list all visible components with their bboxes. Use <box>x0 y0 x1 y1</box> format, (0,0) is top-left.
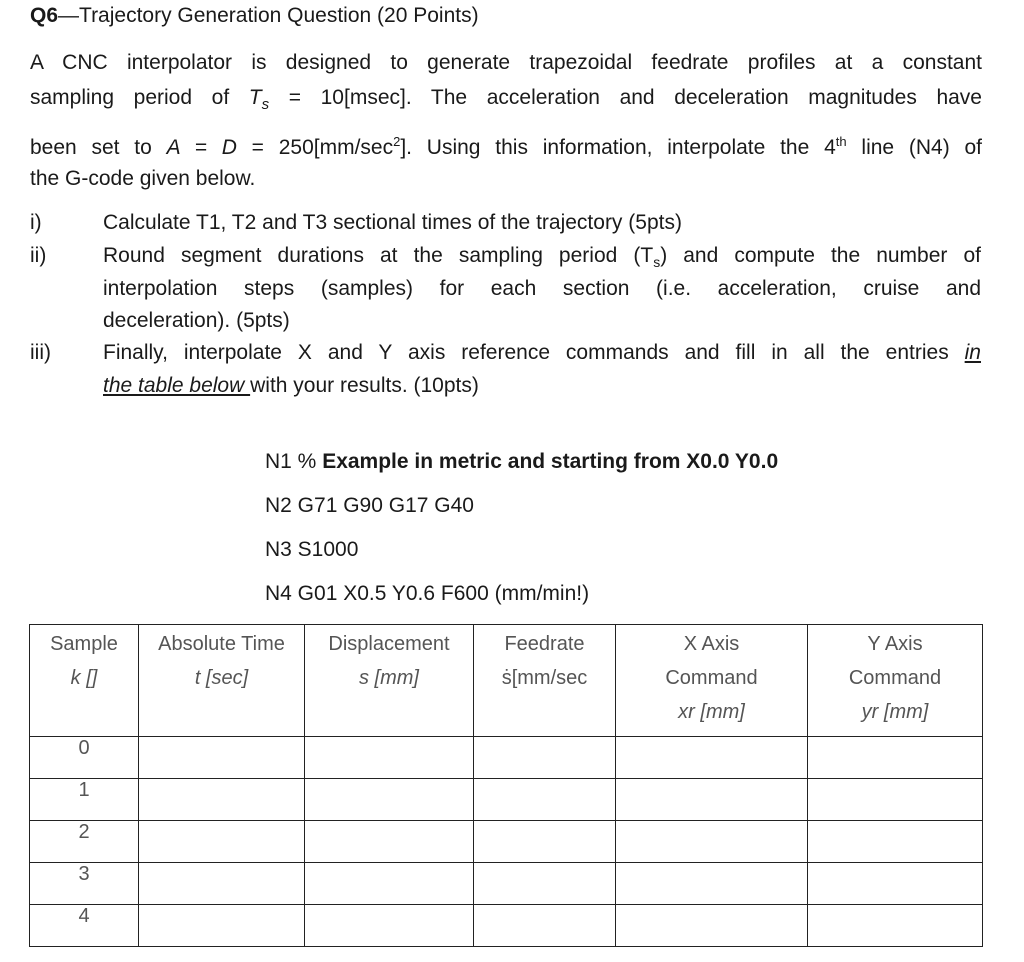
answer-cell[interactable] <box>139 905 305 947</box>
answer-cell[interactable] <box>305 779 474 821</box>
table-row <box>30 779 983 821</box>
table-row <box>30 821 983 863</box>
gcode-line-n3: N3 S1000 <box>265 538 359 561</box>
answer-table <box>29 624 983 947</box>
answer-cell[interactable] <box>808 863 983 905</box>
answer-cell[interactable] <box>474 779 616 821</box>
sample-cell: 0 <box>30 737 139 779</box>
intro-line-4: the G-code given below. <box>30 167 256 190</box>
question-title <box>30 4 479 28</box>
answer-cell[interactable] <box>474 821 616 863</box>
table-row <box>30 905 983 947</box>
answer-cell[interactable] <box>305 821 474 863</box>
task-i-text: Calculate T1, T2 and T3 sectional times of the trajectory (5pts) <box>103 211 682 234</box>
table-link-rest: the table below <box>103 374 251 397</box>
task-numeral-i: i) <box>30 211 42 234</box>
question-number: Q6 <box>30 4 59 27</box>
header-y-axis-command: Y Axis Command yr [mm] <box>808 625 983 737</box>
header-sample: Sample k [] <box>30 625 139 737</box>
gcode-line-n2: N2 G71 G90 G17 G40 <box>265 494 474 517</box>
task-ii-line-3: deceleration). (5pts) <box>103 309 290 332</box>
task-ii-line-2: interpolation steps (samples) for each section (i.e. acceleration, cruise and <box>103 277 981 300</box>
task-iii-line-1: Finally, interpolate X and Y axis reference commands and fill in all the entries in <box>103 341 981 364</box>
answer-cell[interactable] <box>139 737 305 779</box>
answer-cell[interactable] <box>139 779 305 821</box>
intro-line-2: sampling period of $T_s = 10[msec]$. The acceleration and deceleration magnitudes have <box>30 86 982 114</box>
answer-cell[interactable] <box>616 737 808 779</box>
answer-cell[interactable] <box>616 863 808 905</box>
question-dash: — <box>58 4 80 27</box>
question-title-text: Trajectory Generation Question (20 Points) <box>79 4 479 27</box>
answer-cell[interactable] <box>808 905 983 947</box>
sample-cell: 2 <box>30 821 139 863</box>
answer-cell[interactable] <box>139 863 305 905</box>
table-link-in: in <box>964 341 981 364</box>
answer-cell[interactable] <box>808 821 983 863</box>
table-row <box>30 737 983 779</box>
answer-cell[interactable] <box>305 737 474 779</box>
header-displacement: Displacement s [mm] <box>305 625 474 737</box>
ts-symbol: T <box>248 86 262 109</box>
answer-cell[interactable] <box>616 905 808 947</box>
intro-line-1: A CNC interpolator is designed to generate trapezoidal feedrate profiles at a constant <box>30 51 982 74</box>
table-header-row <box>30 625 983 737</box>
sample-cell: 1 <box>30 779 139 821</box>
task-iii-line-2: the table below with your results. (10pts) <box>103 374 479 397</box>
sample-cell: 4 <box>30 905 139 947</box>
header-absolute-time: Absolute Time t [sec] <box>139 625 305 737</box>
answer-cell[interactable] <box>616 821 808 863</box>
gcode-line-n1: N1 % Example in metric and starting from X0.0 Y0.0 <box>265 450 779 473</box>
answer-cell[interactable] <box>616 779 808 821</box>
answer-cell[interactable] <box>808 779 983 821</box>
answer-cell[interactable] <box>305 905 474 947</box>
answer-cell[interactable] <box>808 737 983 779</box>
gcode-line-n4: N4 G01 X0.5 Y0.6 F600 (mm/min!) <box>265 582 590 605</box>
header-feedrate: Feedrate ṡ[mm/sec <box>474 625 616 737</box>
answer-cell[interactable] <box>305 863 474 905</box>
answer-cell[interactable] <box>474 737 616 779</box>
answer-cell[interactable] <box>139 821 305 863</box>
answer-cell[interactable] <box>474 905 616 947</box>
table-row <box>30 863 983 905</box>
answer-cell[interactable] <box>474 863 616 905</box>
task-numeral-ii: ii) <box>30 244 47 267</box>
intro-line-3: been set to $A = D = 250[mm/\sec^2]$. Using this information, interpolate the 4th line (N4) of <box>30 134 983 159</box>
task-numeral-iii: iii) <box>30 341 51 364</box>
task-ii-line-1: Round segment durations at the sampling period $(T_s)$ and compute the number of <box>103 244 981 271</box>
header-x-axis-command: X Axis Command xr [mm] <box>616 625 808 737</box>
ad-symbol: A = D <box>166 136 237 159</box>
sample-cell: 3 <box>30 863 139 905</box>
